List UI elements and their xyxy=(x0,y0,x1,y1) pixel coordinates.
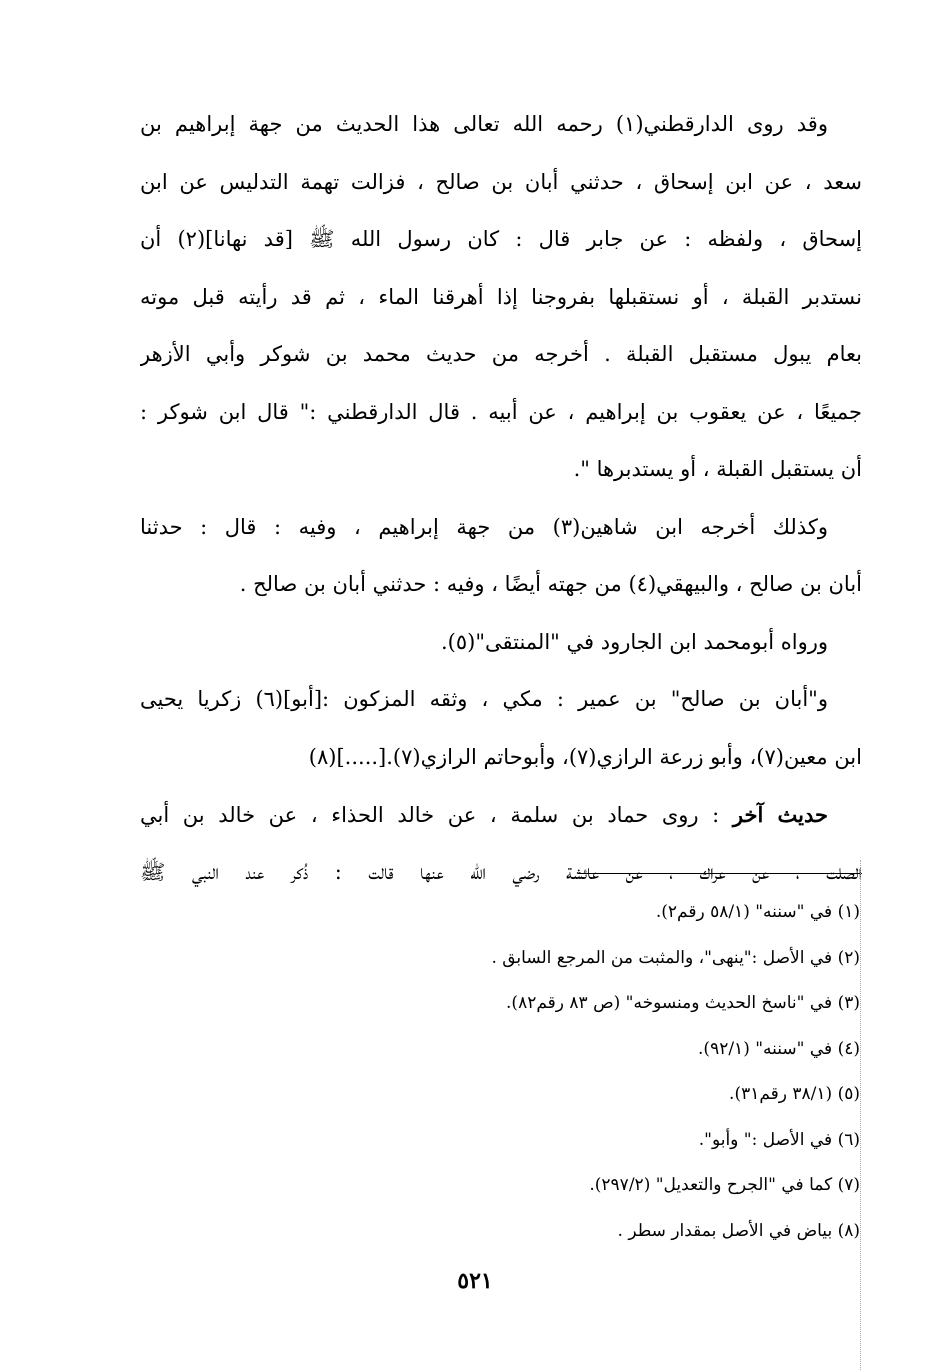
text-line: أن يستقبل القبلة ، أو يستدبرها ". xyxy=(573,457,862,481)
section-heading: حديث آخر xyxy=(732,802,829,827)
text-line: نستدبر القبلة ، أو نستقبلها بفروجنا إذا أهرقنا الماء ، ثم قد رأيته قبل موته xyxy=(140,284,862,309)
page-number: ٥٢١ xyxy=(457,1268,493,1294)
footnote: (٨) بياض في الأصل بمقدار سطر . xyxy=(617,1220,860,1241)
footnote: (٦) في الأصل :" وأبو". xyxy=(698,1129,860,1150)
footnotes xyxy=(300,890,860,1254)
main-text xyxy=(140,96,862,901)
footnote: (٤) في "سننه" (٩٢/١). xyxy=(698,1038,860,1059)
text-line: إسحاق ، ولفظه : عن جابر قال : كان رسول الله ﷺ [قد نهانا](٢) أن xyxy=(140,227,862,251)
text-line xyxy=(140,786,862,844)
text-line: ورواه أبومحمد ابن الجارود في "المنتقى"(٥). xyxy=(440,629,828,654)
text-line: جميعًا ، عن يعقوب بن إبراهيم ، عن أبيه . قال الدارقطني :" قال ابن شوكر : xyxy=(140,399,862,424)
text-line: سعد ، عن ابن إسحاق ، حدثني أبان بن صالح ، فزالت تهمة التدليس عن ابن xyxy=(140,169,862,194)
footnote: (٢) في الأصل :"ينهى"، والمثبت من المرجع السابق . xyxy=(491,947,860,968)
footnote: (٣) في "ناسخ الحديث ومنسوخه" (ص ٨٣ رقم٨٢). xyxy=(506,993,860,1013)
footnote: (٥) (٣٨/١ رقم٣١). xyxy=(729,1084,860,1104)
scan-edge-dots xyxy=(860,860,862,1370)
text-line: وقد روى الدارقطني(١) رحمه الله تعالى هذا الحديث من جهة إبراهيم بن xyxy=(140,112,828,136)
text-line: وكذلك أخرجه ابن شاهين(٣) من جهة إبراهيم ، وفيه : قال : حدثنا xyxy=(140,514,828,539)
text-line: و"أبان بن صالح" بن عمير : مكي ، وثقه المزكون :[أبو](٦) زكريا يحيى xyxy=(140,687,828,711)
footnote: (١) في "سننه" (٥٨/١ رقم٢). xyxy=(655,902,860,922)
text-run: : روى حماد بن سلمة ، عن خالد الحذاء ، عن خالد بن أبي xyxy=(140,803,733,827)
footnote-separator xyxy=(578,873,862,874)
text-line: ابن معين(٧)، وأبو زرعة الرازي(٧)، وأبوحاتم الرازي(٧).[.....](٨) xyxy=(308,744,862,769)
footnote: (٧) كما في "الجرح والتعديل" (٢٩٧/٢). xyxy=(589,1175,860,1195)
text-line: أبان بن صالح ، والبيهقي(٤) من جهته أيضًا ، وفيه : حدثني أبان بن صالح . xyxy=(239,572,862,596)
text-line: الصلت ، عن عراك ، عن عائشة رضي الله عنها قالت : ذُكر عند النبي ﷺ xyxy=(140,859,862,884)
text-line: بعام يبول مستقبل القبلة . أخرجه من حديث محمد بن شوكر وأبي الأزهر xyxy=(140,342,862,366)
